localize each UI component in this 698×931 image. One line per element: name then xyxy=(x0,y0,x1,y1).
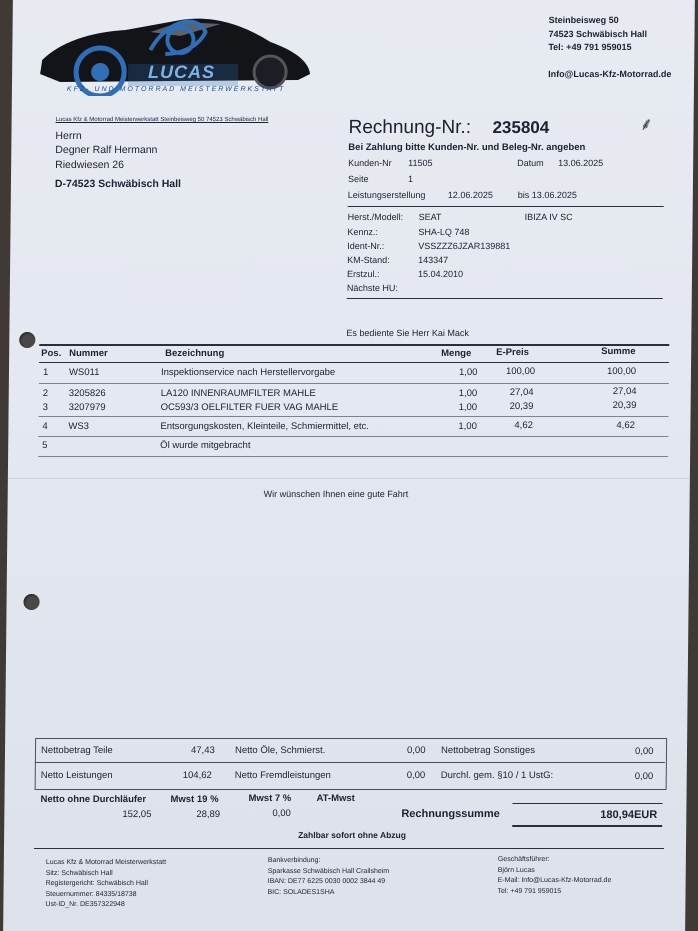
footer-divider xyxy=(34,848,664,849)
netto-teile-value: 47,43 xyxy=(190,745,215,756)
col-header-number: Nummer xyxy=(69,348,108,359)
fold-line xyxy=(8,478,690,479)
row3-price: 20,39 xyxy=(509,401,534,412)
row5-line xyxy=(38,456,668,457)
invoice-paper xyxy=(3,0,695,931)
durchl-label: Durchl. gem. §10 / 1 UstG: xyxy=(440,770,554,781)
netto-teile-label: Nettobetrag Teile xyxy=(40,745,113,756)
table-top-line xyxy=(39,344,669,346)
customer-number: 11505 xyxy=(408,158,433,168)
row3-pos: 3 xyxy=(42,402,48,413)
recipient-name: Degner Ralf Hermann xyxy=(55,144,158,156)
make-label: Herst./Modell: xyxy=(347,212,404,222)
service-to: bis 13.06.2025 xyxy=(517,190,577,200)
footer-bank-label: Bankverbindung: xyxy=(267,857,321,864)
invoice-number: 235804 xyxy=(492,118,550,137)
footer-bic: BIC: SOLADES1SHA xyxy=(267,888,335,896)
footer-register: Registergericht: Schwäbisch Hall xyxy=(45,880,148,887)
mwst19-value: 28,89 xyxy=(196,809,221,820)
row2-price: 27,04 xyxy=(509,387,534,398)
footer-iban: IBAN: DE77 6225 0030 0002 3844 49 xyxy=(267,878,386,885)
row4-price: 4,62 xyxy=(514,420,533,431)
footer-email: E-Mail: Info@Lucas-Kfz-Motorrad.de xyxy=(497,877,612,884)
service-label: Leistungserstellung xyxy=(347,190,426,200)
footer-tax-number: Steuernummer: 84335/18738 xyxy=(45,890,137,898)
row3-desc: OC593/3 OELFILTER FUER VAG MAHLE xyxy=(160,402,339,413)
at-mwst-label: AT-Mwst xyxy=(316,793,355,804)
punch-hole-bottom xyxy=(23,594,39,610)
recipient-street: Riedwiesen 26 xyxy=(55,159,125,171)
sum-value: 180,94EUR xyxy=(600,809,658,821)
row1-price: 100,00 xyxy=(505,366,536,377)
netto-fremd-label: Netto Fremdleistungen xyxy=(234,770,331,781)
date-label: Datum xyxy=(517,158,544,168)
logo-subtitle: KFZ- UND MOTORRAD MEISTERWERKSTATT xyxy=(66,86,286,93)
footer-vat-id: Ust-ID_Nr. DE357322948 xyxy=(45,901,125,908)
totals-mid-line xyxy=(35,762,665,763)
netto-ohne-value: 152,05 xyxy=(122,809,152,820)
row2-number: 3205826 xyxy=(68,388,106,399)
row1-line xyxy=(39,383,669,384)
row5-pos: 5 xyxy=(42,440,48,451)
netto-oele-label: Netto Öle, Schmierst. xyxy=(234,745,326,756)
table-header-line xyxy=(39,362,669,363)
sum-bottom-line xyxy=(512,825,662,827)
row4-line xyxy=(38,436,668,437)
row5-desc: Öl wurde mitgebracht xyxy=(160,440,251,451)
footer-seat: Sitz: Schwäbisch Hall xyxy=(45,869,113,877)
mwst19-label: Mwst 19 % xyxy=(170,794,219,805)
row4-pos: 4 xyxy=(42,421,48,432)
customer-label: Kunden-Nr xyxy=(348,158,392,168)
col-header-price: E-Preis xyxy=(496,347,529,358)
row4-qty: 1,00 xyxy=(458,421,477,432)
vehicle-plate: SHA-LQ 748 xyxy=(418,227,470,237)
vehicle-km: 143347 xyxy=(418,255,449,265)
netto-sonstiges-value: 0,00 xyxy=(634,746,654,757)
company-phone: Tel: +49 791 959015 xyxy=(548,42,632,52)
row2-desc: LA120 INNENRAUMFILTER MAHLE xyxy=(160,388,316,399)
sum-label: Rechnungssumme xyxy=(401,808,500,820)
footer-col1 xyxy=(45,858,166,911)
closing-note: Wir wünschen Ihnen eine gute Fahrt xyxy=(263,489,409,499)
page-label: Seite xyxy=(347,174,369,184)
vehicle-make: SEAT xyxy=(418,212,442,222)
vehicle-first-reg: 15.04.2010 xyxy=(417,269,464,279)
row1-number: WS011 xyxy=(68,367,100,378)
footer-manager-label: Geschäftsführer: xyxy=(497,856,550,863)
totals-box xyxy=(35,738,668,790)
page-number: 1 xyxy=(407,174,414,184)
sender-line: Lucas Kfz & Motorrad Meisterwerkstatt Steinbeisweg 50 74523 Schwäbisch Hall xyxy=(55,117,269,123)
row3-number: 3207979 xyxy=(68,402,106,413)
row1-qty: 1,00 xyxy=(458,367,478,378)
company-logo xyxy=(30,2,321,96)
logo-text: LUCAS xyxy=(148,62,216,82)
col-header-pos: Pos. xyxy=(41,348,62,359)
invoice-date: 13.06.2025 xyxy=(558,158,604,168)
next-hu-label: Nächste HU: xyxy=(346,283,398,293)
row3-sum: 20,39 xyxy=(612,400,637,411)
company-street: Steinbeisweg 50 xyxy=(548,15,619,25)
row1-sum: 100,00 xyxy=(606,366,637,377)
invoice-title: Rechnung-Nr.: xyxy=(348,117,472,138)
footer-col3 xyxy=(497,855,611,897)
mwst7-label: Mwst 7 % xyxy=(248,793,292,804)
header-divider xyxy=(348,206,664,207)
recipient-salutation: Herrn xyxy=(55,130,82,142)
row4-number: WS3 xyxy=(68,421,90,432)
punch-hole-top xyxy=(19,332,35,348)
row2-qty: 1,00 xyxy=(458,388,478,399)
row1-desc: Inspektionservice nach Herstellervorgabe xyxy=(160,367,336,378)
row2-pos: 2 xyxy=(42,388,49,399)
vin-label: Ident-Nr.: xyxy=(347,241,385,251)
footer-manager: Björn Lucas xyxy=(497,866,535,874)
company-city: 74523 Schwäbisch Hall xyxy=(548,29,648,39)
col-header-qty: Menge xyxy=(441,348,472,359)
plate-label: Kennz.: xyxy=(347,227,379,237)
row1-pos: 1 xyxy=(42,367,49,378)
pen-mark: ⸙ xyxy=(639,114,654,134)
vehicle-vin: VSSZZZ6JZAR139881 xyxy=(418,241,511,251)
netto-oele-value: 0,00 xyxy=(406,745,426,756)
sum-top-line xyxy=(512,803,662,804)
row4-desc: Entsorgungskosten, Kleinteile, Schmiermittel, etc. xyxy=(160,421,370,432)
first-reg-label: Erstzul.: xyxy=(346,269,380,279)
vehicle-divider xyxy=(347,298,663,299)
payment-note: Bei Zahlung bitte Kunden-Nr. und Beleg-Nr. angeben xyxy=(348,142,586,153)
vehicle-model: IBIZA IV SC xyxy=(524,212,573,222)
col-header-desc: Bezeichnung xyxy=(165,348,225,359)
footer-company: Lucas Kfz & Motorrad Meisterwerkstatt xyxy=(45,859,167,866)
row4-sum: 4,62 xyxy=(616,420,635,431)
row3-qty: 1,00 xyxy=(458,402,478,413)
netto-sonstiges-label: Nettobetrag Sonstiges xyxy=(440,745,536,756)
payable-note: Zahlbar sofort ohne Abzug xyxy=(298,830,407,840)
footer-phone: Tel: +49 791 959015 xyxy=(497,887,562,895)
row2-sum: 27,04 xyxy=(612,386,637,397)
km-label: KM-Stand: xyxy=(347,255,390,265)
service-from: 12.06.2025 xyxy=(447,190,493,200)
durchl-value: 0,00 xyxy=(634,771,654,782)
recipient-city: D-74523 Schwäbisch Hall xyxy=(54,178,182,190)
footer-col2 xyxy=(267,856,389,898)
netto-ohne-label: Netto ohne Durchläufer xyxy=(40,794,147,805)
netto-leistungen-value: 104,62 xyxy=(182,770,212,781)
mwst7-value: 0,00 xyxy=(272,808,291,819)
netto-fremd-value: 0,00 xyxy=(406,770,426,781)
footer-bank: Sparkasse Schwäbisch Hall Crailsheim xyxy=(267,867,390,875)
col-header-sum: Summe xyxy=(601,346,636,357)
served-by: Es bediente Sie Herr Kai Mack xyxy=(346,328,470,338)
row3-line xyxy=(39,416,669,417)
netto-leistungen-label: Netto Leistungen xyxy=(40,770,113,781)
company-email: Info@Lucas-Kfz-Motorrad.de xyxy=(548,69,672,79)
